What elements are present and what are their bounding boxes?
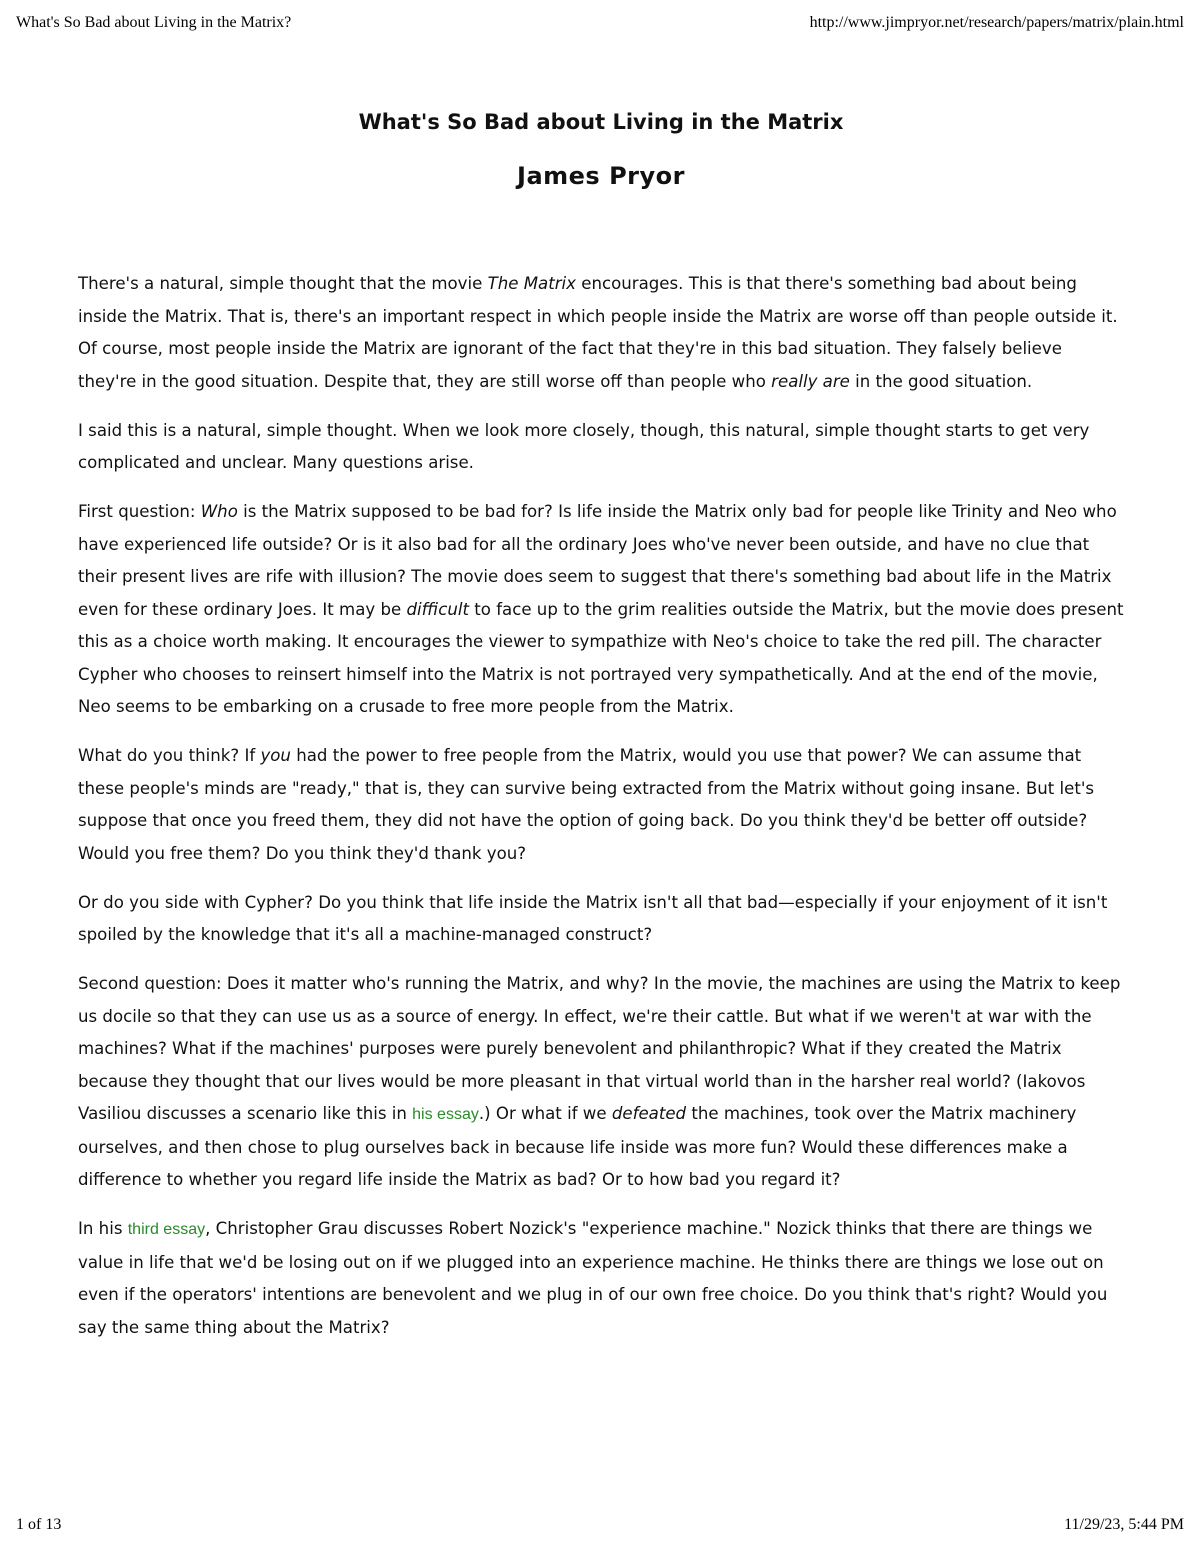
emphasis: difficult: [406, 599, 469, 619]
text-run: encourages. This is that there's something bad about being inside the Matrix. That is, there's an important respect in which people inside the Matrix are worse off than people outside it. Of course, most people inside the Matrix are ignorant of the fact that they're in this bad situation. They falsely believe they're in the good situation. Despite that, they are still worse off than people who: [78, 274, 1118, 391]
paragraph-4: [78, 740, 1124, 870]
text-run: the machines, took over the Matrix machinery ourselves, and then chose to plug ourselves back in because life inside was more fun? Would these differences make a difference to whether you regard life inside the Matrix as bad? Or to how bad you regard it?: [78, 1104, 1077, 1189]
paragraph-1: [78, 268, 1124, 398]
text-run: First question:: [78, 502, 201, 521]
emphasis: Who: [200, 502, 238, 521]
emphasis: really are: [771, 371, 850, 391]
article-author: James Pryor: [517, 162, 685, 190]
print-header: [16, 14, 1184, 32]
paragraph-6: [78, 968, 1124, 1197]
page-counter: 1 of 13: [16, 1516, 62, 1533]
emphasis: The Matrix: [487, 274, 576, 293]
paragraph-2: I said this is a natural, simple thought. When we look more closely, though, this natural, simple thought starts to get very complicated and unclear. Many questions arise.: [78, 420, 1090, 472]
paragraph-3: [78, 496, 1124, 724]
text-run: , Christopher Grau discusses Robert Nozick's "experience machine." Nozick thinks that there are things we value in life that we'd be losing out on if we plugged into an experience machine. He thinks there are things we lose out on even if the operators' intentions are benevolent and we plug in of our own free choice. Do you think that's right? Would you say the same thing about the Matrix?: [78, 1219, 1108, 1337]
article: [78, 104, 1124, 1361]
text-run: to face up to the grim realities outside the Matrix, but the movie does present this as a choice worth making. It encourages the viewer to sympathize with Neo's choice to take the red pill. The character Cypher who chooses to reinsert himself into the Matrix is not portrayed very sympathetically. And at the end of the movie, Neo seems to be embarking on a crusade to free more people from the Matrix.: [78, 599, 1124, 716]
paragraph-5: Or do you side with Cypher? Do you think that life inside the Matrix isn't all that bad—especially if your enjoyment of it isn't spoiled by the knowledge that it's all a machine-managed construct?: [78, 892, 1108, 944]
text-run: Second question: Does it matter who's running the Matrix, and why? In the movie, the machines are using the Matrix to keep us docile so that they can use us as a source of energy. In effect, we're their cattle. But what if we weren't at war with the machines? What if the machines' purposes were purely benevolent and philanthropic? What if they created the Matrix because they thought that our lives would be more pleasant in that virtual world than in the harsher real world? (Iakovos Vasiliou discusses a scenario like this in: [78, 974, 1121, 1123]
third-essay-link[interactable]: third essay: [127, 1221, 206, 1238]
text-run: had the power to free people from the Matrix, would you use that power? We can assume that these people's minds are "ready," that is, they can survive being extracted from the Matrix without going insane. But let's suppose that once you freed them, they did not have the option of going back. Do you think they'd be better off outside? Would you free them? Do you think they'd thank you?: [78, 746, 1095, 863]
text-run: There's a natural, simple thought that the movie: [78, 274, 488, 293]
print-timestamp: 11/29/23, 5:44 PM: [1064, 1516, 1184, 1533]
print-footer: [16, 1516, 1184, 1534]
text-run: .) Or what if we: [478, 1104, 612, 1123]
emphasis: defeated: [611, 1104, 687, 1123]
text-run: in the good situation.: [849, 371, 1033, 391]
text-run: is the Matrix supposed to be bad for? Is life inside the Matrix only bad for people like Trinity and Neo who have experienced life outside? Or is it also bad for all the ordinary Joes who've never been outside, and have no clue that their present lives are rife with illusion? The movie does seem to suggest that there's something bad about life in the Matrix even for these ordinary Joes. It may be: [78, 502, 1117, 619]
paragraph-7: [78, 1213, 1124, 1344]
emphasis: you: [260, 746, 291, 765]
article-title: What's So Bad about Living in the Matrix: [358, 110, 844, 134]
text-run: In his: [78, 1219, 128, 1238]
print-header-title: What's So Bad about Living in the Matrix?: [16, 14, 292, 31]
his-essay-link[interactable]: his essay: [412, 1106, 479, 1123]
text-run: What do you think? If: [78, 746, 261, 765]
article-body: [78, 268, 1124, 1344]
print-header-url: http://www.jimpryor.net/research/papers/matrix/plain.html: [809, 14, 1184, 31]
